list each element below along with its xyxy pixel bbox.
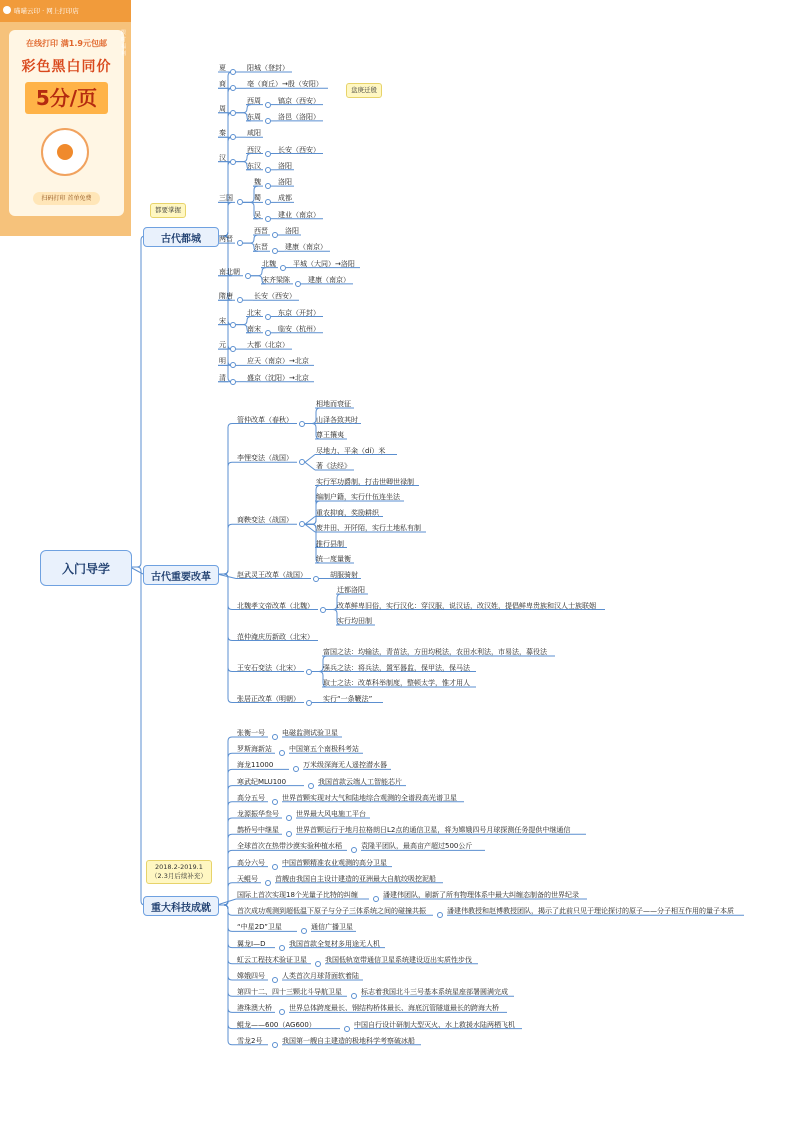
reform-name[interactable]: 管仲改革（春秋）	[237, 415, 293, 424]
capital-city: 咸阳	[247, 129, 261, 138]
tech-description: 首艘由我国自主设计建造的亚洲最大自航绞吸挖泥船	[275, 874, 436, 883]
capital-city: 建康（南京）	[285, 243, 327, 252]
capital-city: 东京（开封）	[278, 308, 320, 317]
root-node[interactable]: 入门导学	[40, 550, 132, 586]
tech-achievement[interactable]: 龙源振华叁号	[237, 810, 279, 818]
collapse-toggle-icon[interactable]	[272, 232, 278, 238]
tech-description: 我国低轨宽带通信卫星系统建设迈出实质性步伐	[325, 955, 472, 964]
tech-achievement[interactable]: 首次成功观测到超低温下原子与分子三体系统之间的碰撞共振	[237, 907, 426, 916]
collapse-toggle-icon[interactable]	[373, 896, 379, 902]
reform-name[interactable]: 范仲淹庆历新政（北宋）	[237, 632, 314, 641]
tech-description: 标志着我国北斗三号基本系统星座部署圆满完成	[361, 988, 508, 997]
tech-description: 我国首款全复材多用途无人机	[289, 939, 380, 948]
branch-capitals[interactable]: 古代都城	[143, 227, 219, 247]
capital-city: 长安（西安）	[278, 145, 320, 154]
capital-dynasty[interactable]: 两晋	[219, 235, 233, 244]
capital-city: 洛阳	[285, 227, 299, 235]
tech-achievement[interactable]: “中星2D”卫星	[237, 923, 282, 932]
tech-achievement[interactable]: 天鲲号	[237, 874, 258, 883]
collapse-toggle-icon[interactable]	[272, 977, 278, 983]
tech-achievement[interactable]: 鲲龙——600（AG600）	[237, 1020, 316, 1029]
capital-sub-dynasty[interactable]: 宋齐梁陈	[262, 275, 290, 284]
reform-point: 尽地力、平籴（dí）米	[316, 446, 386, 455]
reform-point: 编制户籍，实行什伍连坐法	[316, 493, 400, 501]
capital-dynasty[interactable]: 周	[219, 104, 226, 113]
capital-dynasty[interactable]: 清	[219, 373, 226, 382]
capital-city: 洛阳	[278, 178, 292, 187]
tech-achievement[interactable]: 鹊桥号中继星	[237, 826, 279, 835]
capital-city: 洛邑（洛阳）	[278, 112, 320, 121]
capital-dynasty[interactable]: 明	[219, 357, 226, 366]
tech-description: 电磁监测试验卫星	[282, 729, 338, 737]
reform-point: 废井田、开阡陌，实行土地私有制	[316, 524, 421, 532]
tech-description: 中国自行设计研制大型灭火、水上救援水陆两栖飞机	[354, 1020, 515, 1029]
tech-achievement[interactable]: 海龙11000	[237, 761, 274, 770]
capital-sub-dynasty[interactable]: 吴	[254, 210, 261, 219]
ad-header	[0, 0, 131, 22]
tech-description: 世界首颗实现对大气和陆地综合观测的全谱段高光谱卫星	[282, 793, 457, 802]
reform-point: 实行“一条鞭法”	[323, 694, 373, 703]
capital-dynasty[interactable]: 夏	[219, 64, 226, 72]
tag-tech	[146, 860, 212, 884]
tech-achievement[interactable]: 翼龙Ⅰ—D	[237, 939, 266, 948]
ad-card	[9, 30, 124, 216]
tech-achievement[interactable]: 第四十二、四十三颗北斗导航卫星	[237, 988, 342, 997]
tech-description: 潘建伟教授和赵博教授团队，揭示了此前只见于理论探讨的原子——分子相互作用的量子本质	[447, 907, 734, 916]
capital-city: 建康（南京）	[308, 275, 350, 284]
tech-description: 通信广播卫星	[311, 923, 353, 932]
capital-city: 成都	[278, 194, 292, 203]
capital-dynasty[interactable]: 元	[219, 341, 226, 350]
qr-code-icon[interactable]	[41, 128, 89, 176]
capital-sub-dynasty[interactable]: 西晋	[254, 227, 268, 235]
tag-capitals: 都要掌握	[150, 203, 186, 218]
capital-city: 阳城（登封）	[247, 64, 289, 72]
capital-city: 长安（西安）	[254, 292, 296, 301]
collapse-toggle-icon[interactable]	[279, 945, 285, 951]
capital-sub-dynasty[interactable]: 魏	[254, 178, 261, 187]
tech-achievement[interactable]: 高分六号	[237, 858, 265, 867]
reform-point: 实行军功爵制，打击世卿世禄制	[316, 477, 414, 486]
ad-price: 5分/页	[25, 82, 108, 114]
collapse-toggle-icon[interactable]	[265, 118, 271, 124]
capital-city: 洛阳	[278, 161, 292, 170]
collapse-toggle-icon[interactable]	[344, 1026, 350, 1032]
tech-description: 世界最大风电施工平台	[296, 810, 366, 818]
tech-achievement[interactable]: 嫦娥四号	[237, 972, 265, 980]
collapse-toggle-icon[interactable]	[315, 961, 321, 967]
collapse-toggle-icon[interactable]	[306, 700, 312, 706]
reform-name[interactable]: 赵武灵王改革（战国）	[237, 570, 307, 579]
capital-dynasty[interactable]: 宋	[219, 316, 226, 325]
ad-slogan: 彩色黑白同价	[21, 59, 112, 75]
reform-point: 富国之法：均输法，青苗法，方田均税法，农田水利法，市易法，募役法	[323, 648, 547, 656]
tech-description: 世界首颗运行于地月拉格朗日L2点的通信卫星，将为嫦娥四号月球探测任务提供中继通信	[296, 826, 571, 835]
capital-sub-dynasty[interactable]: 蜀	[254, 194, 261, 203]
reform-point: 取士之法：改革科举制度，整顿太学，惟才用人	[323, 679, 470, 687]
collapse-toggle-icon[interactable]	[230, 69, 236, 75]
qr-logo-icon	[57, 144, 73, 160]
tech-description: 我国第一艘自主建造的极地科学考察破冰船	[282, 1036, 415, 1045]
reform-point: 推行县制	[316, 539, 344, 548]
capital-dynasty[interactable]: 汉	[219, 153, 226, 162]
capital-dynasty[interactable]: 商	[219, 80, 226, 89]
tech-description: 世界总体跨度最长、钢结构桥体最长、海底沉管隧道最长的跨海大桥	[289, 1004, 499, 1013]
collapse-toggle-icon[interactable]	[320, 607, 326, 613]
collapse-toggle-icon[interactable]	[272, 864, 278, 870]
reform-name[interactable]: 张居正改革（明朝）	[237, 694, 300, 703]
tech-achievement[interactable]: 国际上首次实现18个光量子比特的纠缠	[237, 891, 358, 899]
capital-city: 建业（南京）	[278, 210, 320, 219]
tech-description: 潘建伟团队，刷新了所有物理体系中最大纠缠态制备的世界纪录	[383, 891, 579, 899]
reform-point: 实行均田制	[337, 617, 372, 625]
ad-header-text: 喵喵云印 · 网上打印店	[14, 7, 79, 15]
tech-achievement[interactable]: 高分五号	[237, 793, 265, 802]
capital-sub-dynasty[interactable]: 西周	[247, 96, 261, 105]
ad-scan-button[interactable]: 扫码打印 首单免费	[33, 192, 100, 205]
tech-description: 中国第五个南极科考站	[289, 745, 359, 754]
reform-point: 重农抑商，奖励耕织	[316, 508, 379, 517]
reform-point: 相地而衰征	[316, 400, 351, 408]
reform-point: 著《法经》	[316, 462, 351, 470]
reform-point: 统一度量衡	[316, 555, 351, 563]
tag-tech-line2: （2.3月后续补充）	[151, 872, 207, 880]
collapse-toggle-icon[interactable]	[265, 330, 271, 336]
reform-point: 改革鲜卑旧俗，实行汉化：穿汉服，说汉话，改汉姓，提倡鲜卑贵族和汉人士族联姻	[337, 601, 596, 610]
tech-description: 人类首次月球背面软着陆	[282, 972, 359, 980]
tech-description: 袁隆平团队，最高亩产超过500公斤	[361, 842, 473, 851]
reform-point: 强兵之法：将兵法，置军器监，保甲法，保马法	[323, 663, 470, 672]
tech-description: 我国首款云端人工智能芯片	[318, 777, 402, 786]
collapse-toggle-icon[interactable]	[265, 216, 271, 222]
capital-dynasty[interactable]: 三国	[219, 194, 233, 203]
collapse-toggle-icon[interactable]	[265, 151, 271, 157]
tech-description: 中国首颗精准农业观测的高分卫星	[282, 858, 387, 867]
capital-sub-dynasty[interactable]: 东晋	[254, 243, 268, 252]
capital-sub-dynasty[interactable]: 北魏	[262, 259, 276, 268]
capital-sub-dynasty[interactable]: 北宋	[247, 308, 261, 317]
collapse-toggle-icon[interactable]	[265, 102, 271, 108]
ad-offer: 在线打印 满1.9元包邮	[26, 39, 107, 48]
reform-point: 尊王攘夷	[316, 431, 344, 439]
cloud-logo-icon	[3, 6, 11, 14]
tag-tech-line1: 2018.2-2019.1	[155, 863, 203, 871]
capital-city: 镐京（西安）	[278, 96, 320, 105]
collapse-toggle-icon[interactable]	[230, 110, 236, 116]
reform-point: 山泽各致其时	[316, 415, 358, 424]
ad-side-note: 限时福利	[121, 30, 127, 57]
collapse-toggle-icon[interactable]	[272, 734, 278, 740]
collapse-toggle-icon[interactable]	[308, 783, 314, 789]
branch-reforms[interactable]: 古代重要改革	[143, 565, 219, 585]
reform-name[interactable]: 李悝变法（战国）	[237, 454, 293, 463]
collapse-toggle-icon[interactable]	[265, 880, 271, 886]
collapse-toggle-icon[interactable]	[245, 273, 251, 279]
capital-sub-dynasty[interactable]: 南宋	[247, 324, 261, 333]
tech-achievement[interactable]: 寒武纪MLU100	[237, 777, 287, 786]
capital-dynasty[interactable]: 南北朝	[219, 267, 240, 276]
capital-sub-dynasty[interactable]: 东汉	[247, 161, 261, 170]
tech-achievement[interactable]: 张衡一号	[237, 729, 265, 737]
capital-dynasty[interactable]: 隋唐	[219, 292, 233, 301]
reform-name[interactable]: 商鞅变法（战国）	[237, 516, 293, 525]
tech-achievement[interactable]: 罗斯海新站	[237, 745, 272, 754]
capital-city: 大都（北京）	[247, 341, 289, 350]
tech-description: 万米级深海无人遥控潜水器	[303, 761, 387, 770]
tech-achievement[interactable]: 雪龙2号	[237, 1036, 263, 1045]
collapse-toggle-icon[interactable]	[265, 314, 271, 320]
reform-point: 胡服骑射	[330, 570, 358, 579]
collapse-toggle-icon[interactable]	[313, 576, 319, 582]
capital-sub-dynasty[interactable]: 东周	[247, 112, 261, 121]
reform-point: 迁都洛阳	[337, 586, 365, 594]
collapse-toggle-icon[interactable]	[295, 281, 301, 287]
capital-sub-dynasty[interactable]: 西汉	[247, 145, 261, 154]
collapse-toggle-icon[interactable]	[265, 167, 271, 173]
collapse-toggle-icon[interactable]	[230, 322, 236, 328]
collapse-toggle-icon[interactable]	[299, 421, 305, 427]
tech-achievement[interactable]: 虹云工程技术验证卫星	[237, 955, 307, 964]
capital-dynasty[interactable]: 秦	[219, 129, 226, 138]
collapse-toggle-icon[interactable]	[230, 159, 236, 165]
branch-tech[interactable]: 重大科技成就	[143, 896, 219, 916]
collapse-toggle-icon[interactable]	[280, 265, 286, 271]
tag-shang: 盘庚迁殷	[346, 83, 382, 98]
capital-city: 临安（杭州）	[278, 324, 320, 333]
capital-city: 亳（商丘）→殷（安阳）	[247, 80, 323, 89]
collapse-toggle-icon[interactable]	[230, 379, 236, 385]
tech-achievement[interactable]: 港珠澳大桥	[237, 1004, 272, 1013]
reform-name[interactable]: 王安石变法（北宋）	[237, 663, 300, 672]
collapse-toggle-icon[interactable]	[272, 799, 278, 805]
capital-city: 盛京（沈阳）→北京	[247, 373, 309, 382]
tech-achievement[interactable]: 全球首次在热带沙漠实验种植水稻	[237, 842, 342, 851]
capital-city: 平城（大同）→洛阳	[293, 259, 355, 268]
collapse-toggle-icon[interactable]	[272, 1042, 278, 1048]
capital-city: 应天（南京）→北京	[247, 357, 309, 366]
collapse-toggle-icon[interactable]	[306, 669, 312, 675]
collapse-toggle-icon[interactable]	[286, 815, 292, 821]
reform-name[interactable]: 北魏孝文帝改革（北魏）	[237, 601, 314, 610]
print-ad-banner[interactable]	[0, 0, 131, 236]
